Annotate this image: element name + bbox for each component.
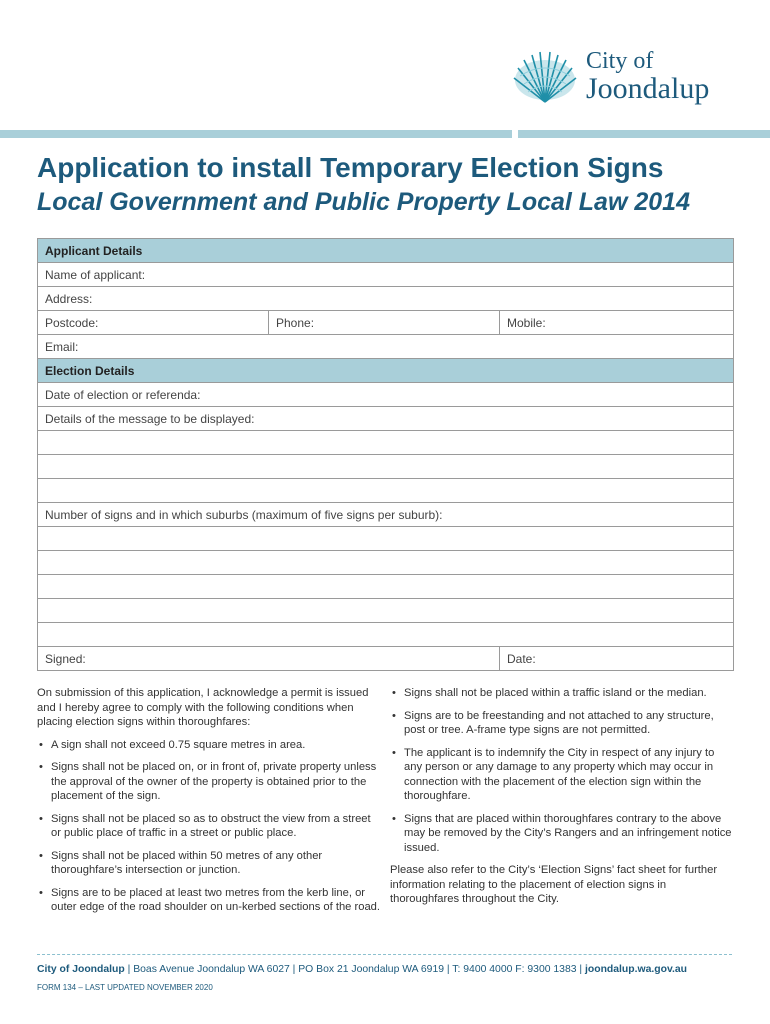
contact-row [38,311,733,335]
field-label: Signed: [45,652,86,666]
signs-suburbs-field[interactable] [38,503,733,527]
condition-item: • Signs shall not be placed so as to obstruct the view from a street or public place of traffic in a street or public place. [37,812,382,841]
condition-item: • A sign shall not exceed 0.75 square metres in area. [37,738,382,753]
logo-text-city-of: City of [586,48,654,74]
condition-item: • Signs are to be placed at least two metres from the kerb line, or outer edge of the road shoulder on un-kerbed sections of the road. [37,886,382,915]
conditions-right-column [390,686,735,915]
form-number: FORM 134 – LAST UPDATED NOVEMBER 2020 [37,983,213,992]
footer-divider [37,954,732,955]
footer-website-link[interactable]: joondalup.wa.gov.au [584,964,687,975]
field-label: Postcode: [45,316,99,330]
field-label: Details of the message to be displayed: [45,412,255,426]
header-rule-right [518,130,770,138]
condition-item: • Signs shall not be placed on, or in front of, private property unless the approval of the owner of the property is obtained prior to the placement of the sign. [37,760,382,804]
application-form [37,238,734,671]
condition-item: • Signs shall not be placed within 50 metres of any other thoroughfare’s intersection or junction. [37,849,382,878]
email-field[interactable] [38,335,733,359]
page-subtitle: Local Government and Public Property Local Law 2014 [37,188,690,216]
signature-row [38,647,733,670]
field-label: Phone: [276,316,315,330]
message-line[interactable] [38,455,733,479]
election-date-field[interactable] [38,383,733,407]
section-title: Election Details [45,364,135,378]
condition-item: • The applicant is to indemnify the City in respect of any injury to any person or any damage to any property which may occur in connection with the placement of the election sign within the thoroughfare. [390,746,735,804]
signs-line[interactable] [38,599,733,623]
conditions-intro: On submission of this application, I acknowledge a permit is issued and I hereby agree to comply with the following conditions when placing election signs within thoroughfares: [37,687,369,728]
message-line[interactable] [38,431,733,455]
city-logo [510,46,740,116]
conditions-list-left [37,738,382,915]
condition-item: • Signs are to be freestanding and not attached to any structure, post or tree. A-frame type signs are not permitted. [390,709,735,738]
section-header-applicant [38,239,733,263]
field-label: Mobile: [507,316,546,330]
section-title: Applicant Details [45,244,143,258]
field-label: Name of applicant: [45,268,146,282]
name-field[interactable] [38,263,733,287]
condition-item: • Signs that are placed within thoroughfares contrary to the above may be removed by the City’s Rangers and an infringement notice issued. [390,812,735,856]
address-field[interactable] [38,287,733,311]
palm-leaf-logo-icon [510,50,580,108]
conditions-left-column [37,686,382,923]
section-header-election [38,359,733,383]
conditions-list-right [390,686,735,855]
signs-line[interactable] [38,551,733,575]
field-label: Date of election or referenda: [45,388,201,402]
footer-org: City of Joondalup [37,964,125,975]
signs-line[interactable] [38,575,733,599]
field-label: Number of signs and in which suburbs (maximum of five signs per suburb): [45,508,443,522]
postcode-field[interactable] [38,311,268,334]
condition-item: • Signs shall not be placed within a traffic island or the median. [390,686,735,701]
signs-line[interactable] [38,527,733,551]
conditions-closing: Please also refer to the City’s ‘Election Signs’ fact sheet for further information relating to the placement of election signs in thoroughfares throughout the City. [390,864,718,905]
field-label: Date: [507,652,536,666]
page-title: Application to install Temporary Election Signs [37,152,664,183]
mobile-field[interactable] [499,311,733,334]
signs-line[interactable] [38,623,733,647]
phone-field[interactable] [268,311,499,334]
footer-contact [37,964,687,975]
logo-text-joondalup: Joondalup [586,72,710,105]
header-rule-left [0,130,512,138]
footer-details: | Boas Avenue Joondalup WA 6027 | PO Box 21 Joondalup WA 6919 | T: 9400 4000 F: 9300 1383 | [124,964,585,975]
field-label: Address: [45,292,93,306]
field-label: Email: [45,340,79,354]
signature-date-field[interactable] [499,647,733,670]
signature-field[interactable] [38,647,499,670]
message-details-field[interactable] [38,407,733,431]
message-line[interactable] [38,479,733,503]
